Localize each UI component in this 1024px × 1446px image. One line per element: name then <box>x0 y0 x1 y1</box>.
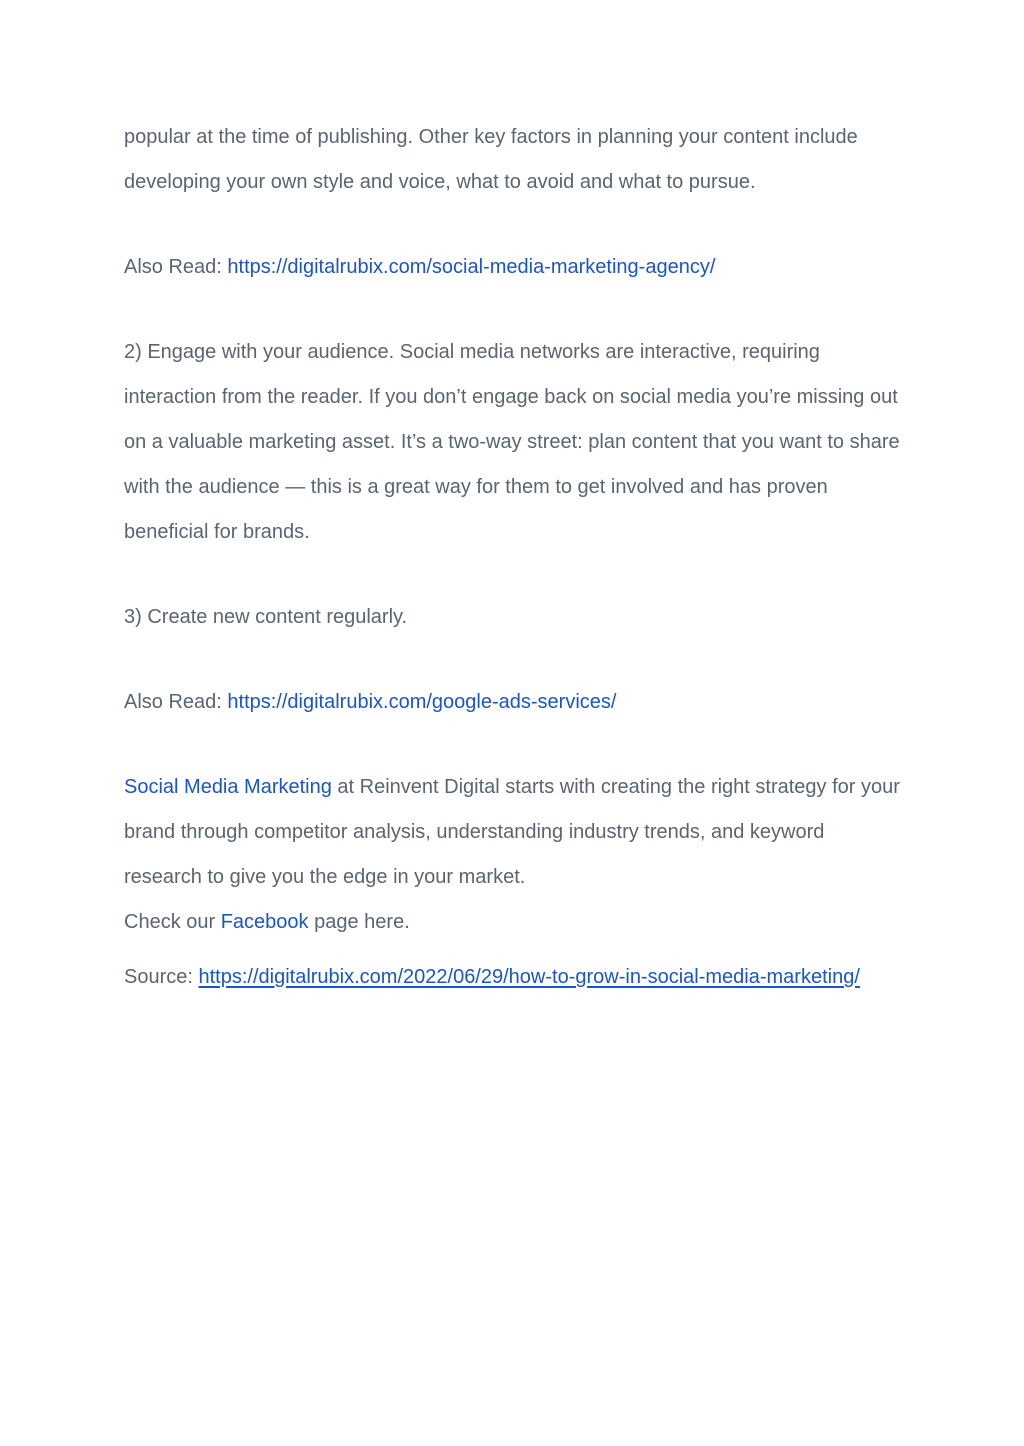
paragraph-intro: popular at the time of publishing. Other key factors in planning your content include developing your own style and voice, what to avoid and what to pursue. <box>124 126 858 193</box>
paragraph-engage: 2) Engage with your audience. Social media networks are interactive, requiring interaction from the reader. If you don’t engage back on social media you’re missing out on a valuable marketing asset. It’s a two-way street: plan content that you want to share with the audience — this is a great way for them to get involved and has proven beneficial for brands. <box>124 341 900 543</box>
document-page <box>124 115 904 1000</box>
facebook-link[interactable]: Facebook <box>220 911 309 933</box>
source-link[interactable]: https://digitalrubix.com/2022/06/29/how-to-grow-in-social-media-marketing/ <box>198 966 860 988</box>
check-suffix: page here. <box>308 911 410 933</box>
check-facebook-line <box>124 900 904 945</box>
google-ads-link[interactable]: https://digitalrubix.com/google-ads-services/ <box>227 691 617 713</box>
smm-description: at Reinvent Digital starts with creating the right strategy for your brand through competitor analysis, understanding industry trends, and keyword research to give you the edge in your market. <box>124 776 900 888</box>
check-prefix: Check our <box>124 911 221 933</box>
also-read-label: Also Read: <box>124 256 228 278</box>
also-read-line-2 <box>124 680 904 725</box>
also-read-label: Also Read: <box>124 691 228 713</box>
source-label: Source: <box>124 966 199 988</box>
social-media-agency-link[interactable]: https://digitalrubix.com/social-media-marketing-agency/ <box>227 256 716 278</box>
also-read-line-1 <box>124 245 904 290</box>
source-line <box>124 955 904 1000</box>
paragraph-create-content: 3) Create new content regularly. <box>124 606 408 628</box>
social-media-marketing-link[interactable]: Social Media Marketing <box>124 776 332 798</box>
paragraph-smm <box>124 765 904 900</box>
